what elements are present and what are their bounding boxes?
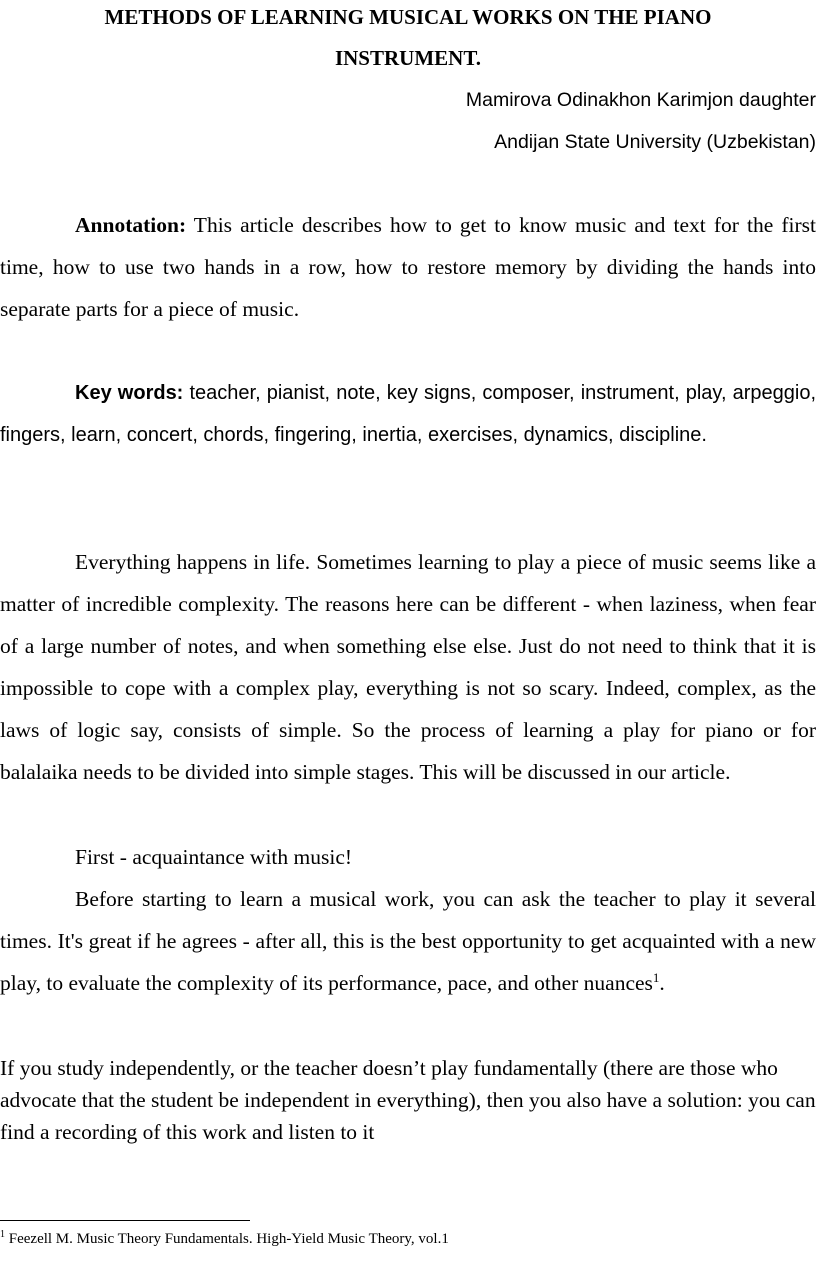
footnote-reference[interactable]: 1 bbox=[652, 969, 660, 985]
keywords-paragraph bbox=[0, 372, 816, 456]
body-paragraph-1 bbox=[0, 541, 816, 793]
footnote-separator bbox=[0, 1220, 250, 1221]
article-title-line-2: INSTRUMENT. bbox=[334, 46, 482, 70]
author-affiliation: Andijan State University (Uzbekistan) bbox=[494, 131, 816, 153]
body-paragraph-1-text: Everything happens in life. Sometimes learning to play a piece of music seems like a matter of incredible complexity. The reasons here can be different - when laziness, when fear of a large number of notes, and when something else else. Just do not need to think that it is impossible to cope with a complex play, everything is not so scary. Indeed, complex, as the laws of logic say, consists of simple. So the process of learning a play for piano or for balalaika needs to be divided into simple stages. This will be discussed in our article. bbox=[0, 550, 816, 784]
annotation-label: Annotation: bbox=[75, 213, 187, 237]
body-paragraph-3-text: Before starting to learn a musical work, you can ask the teacher to play it several times. It's great if he agrees - after all, this is the best opportunity to get acquainted with a new play, to evaluate the complexity of its performance, pace, and other nuances bbox=[0, 887, 816, 995]
author-name: Mamirova Odinakhon Karimjon daughter bbox=[465, 89, 816, 111]
footnote-mark: 1 bbox=[0, 1229, 5, 1240]
annotation-text: This article describes how to get to know music and text for the first time, how to use two hands in a row, how to restore memory by dividing the hands into separate parts for a piece of music. bbox=[0, 213, 816, 321]
article-title-line-1: METHODS OF LEARNING MUSICAL WORKS ON THE PIANO bbox=[104, 5, 712, 29]
body-paragraph-2: First - acquaintance with music! bbox=[75, 845, 353, 869]
body-paragraph-3 bbox=[0, 878, 816, 1004]
annotation-paragraph bbox=[0, 204, 816, 330]
footnote bbox=[0, 1229, 449, 1249]
body-paragraph-3-end: . bbox=[659, 971, 665, 995]
footnote-text: Feezell M. Music Theory Fundamentals. High-Yield Music Theory, vol.1 bbox=[5, 1231, 449, 1247]
body-paragraph-4: If you study independently, or the teacher doesn’t play fundamentally (there are those who advocate that the student be independent in everything), then you also have a solution: you can find a recording of this work and listen to it bbox=[0, 1056, 816, 1144]
keywords-label: Key words: bbox=[75, 382, 184, 404]
keywords-text: teacher, pianist, note, key signs, composer, instrument, play, arpeggio, fingers, learn, concert, chords, fingering, inertia, exercises, dynamics, discipline. bbox=[0, 382, 816, 446]
